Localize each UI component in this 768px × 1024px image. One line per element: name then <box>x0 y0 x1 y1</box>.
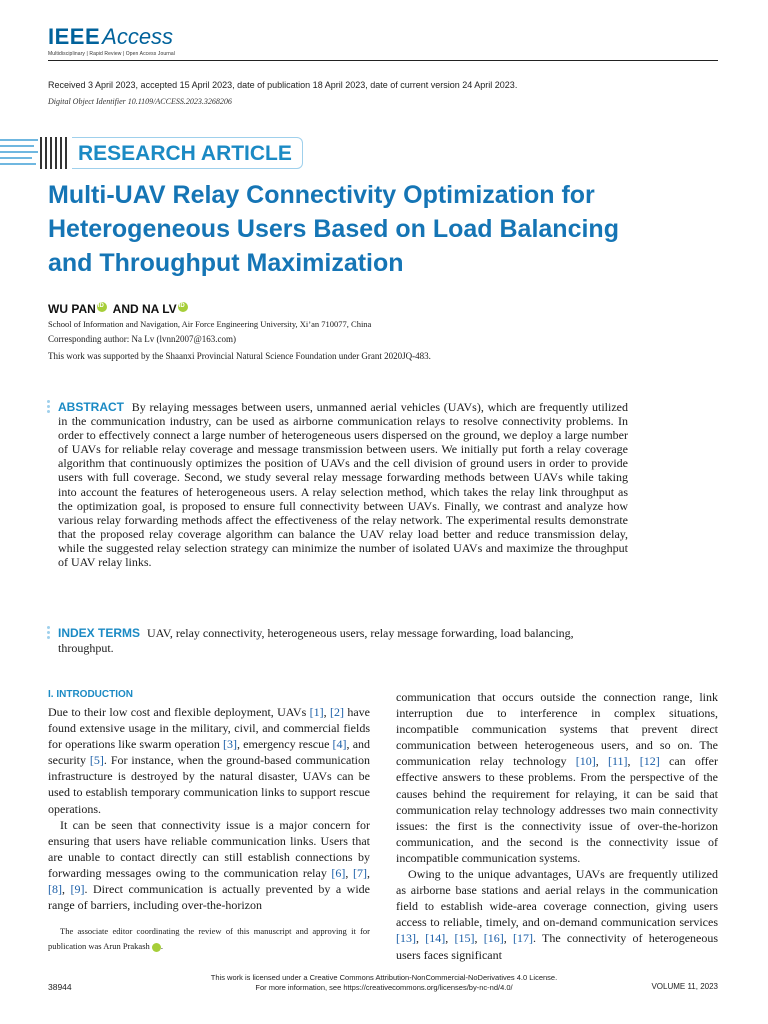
author-2[interactable]: NA LV <box>142 302 177 316</box>
citation-link[interactable]: [6] <box>331 865 346 880</box>
logo-ieee-text: IEEE <box>48 24 101 49</box>
left-column <box>48 704 370 913</box>
citation-link[interactable]: [14] <box>425 931 446 946</box>
citation-link[interactable]: [8] <box>48 882 62 897</box>
orcid-icon[interactable] <box>152 943 161 952</box>
citation-link[interactable]: [3] <box>223 737 238 752</box>
author-1[interactable]: WU PAN <box>48 302 96 316</box>
citation-link[interactable]: [17] <box>513 931 533 946</box>
license-link[interactable]: For more information, see https://creativecommons.org/licenses/by-nc-nd/4.0/ <box>255 983 513 992</box>
right-column <box>396 689 718 963</box>
citation-link[interactable]: [13] <box>396 931 416 946</box>
abstract <box>58 400 628 569</box>
header-divider <box>48 60 718 61</box>
citation-link[interactable]: [16] <box>483 931 504 946</box>
paragraph: It can be seen that connectivity issue is a major concern for ensuring that users have reliable communication links. Users that are unable to contact directly can still establish connections by forwarding messages owing to the communication relay [6], [7], [8], [9]. Direct communication is actually prevented by a wide range of barriers, including over-the-horizon <box>48 817 371 913</box>
paper-title: Multi-UAV Relay Connectivity Optimization for Heterogeneous Users Based on Load Balancing and Throughput Maximization <box>48 181 619 277</box>
citation-link[interactable]: [1] <box>309 705 324 719</box>
abstract-heading: ABSTRACT <box>58 400 124 414</box>
citation-link[interactable]: [5] <box>89 753 104 768</box>
paragraph: communication that occurs outside the connection range, link interruption due to interference in complex situations, incompatible communication systems that prevent direct communication between heterogeneous users, and so on. The communication relay technology [10], [11], [12] can offer effective answers to these problems. From the perspective of the causes behind the requirement for relaying, it can be said that communication relay technology addresses two main connectivity issues: the first is the connectivity issue of over-the-horizon communication, and the second is the connectivity issue of incompatible communication systems. <box>396 690 718 865</box>
logo-tagline: Multidisciplinary | Rapid Review | Open Access Journal <box>48 51 175 57</box>
index-dots-decoration <box>47 626 50 641</box>
banner-bars <box>40 137 70 169</box>
corresponding-author: Corresponding author: Na Lv (lvnn2007@163.com) <box>48 334 237 344</box>
abstract-text: By relaying messages between users, unmanned aerial vehicles (UAVs), which are frequently utilized in the communication industry, can be used as airborne communication relays to resolve connectivity problems. In order to effectively connect a large number of heterogeneous users dispersed on the ground, we deploy a large number of UAVs for reliable relay coverage and message transmission between users. We initially put forth a relay coverage algorithm that continuously optimizes the position of UAVs and the cell division of ground users in order to provide users with full coverage. Second, we study several relay message forwarding methods between UAVs while taking into account the features of heterogeneous users. A relay selection method, which takes the relay link throughput as the optimization goal, is proposed to ensure full connectivity between UAVs. Finally, we contrast and analyze how various relay forwarding methods affect the effectiveness of the relay network. The experimental results demonstrate that the proposed relay coverage algorithm can balance the UAV relay load better and reduce transmission delay, while the suggested relay selection strategy can minimize the number of isolated UAVs and maximize the throughput of UAV relay links. <box>58 400 629 570</box>
author-line <box>48 302 191 316</box>
section-heading-introduction: I. INTRODUCTION <box>48 689 133 700</box>
citation-link[interactable]: [12] <box>639 754 660 769</box>
paragraph: Owing to the unique advantages, UAVs are frequently utilized as airborne base stations and aerial relays in the communication field to establish wide-area coverage connection, giving users access to reliable, timely, and on-demand communication services [13], [14], [15], [16], [17]. The connectivity of heterogeneous users faces significant <box>396 867 719 962</box>
index-terms-text: UAV, relay connectivity, heterogeneous users, relay message forwarding, load balancing, throughput. <box>58 626 574 655</box>
citation-link[interactable]: [2] <box>329 705 344 719</box>
journal-logo <box>48 24 175 57</box>
citation-link[interactable]: [10] <box>575 754 596 769</box>
volume-label: VOLUME 11, 2023 <box>651 982 718 991</box>
index-terms-heading: INDEX TERMS <box>58 626 141 640</box>
funding-note: This work was supported by the Shaanxi Provincial Natural Science Foundation under Grant 2020JQ-483. <box>48 351 431 361</box>
page-number: 38944 <box>48 982 72 992</box>
affiliation: School of Information and Navigation, Air Force Engineering University, Xi’an 710077, China <box>48 319 372 329</box>
author-connector: AND <box>112 302 139 316</box>
citation-link[interactable]: [4] <box>332 737 347 752</box>
citation-link[interactable]: [7] <box>353 865 367 880</box>
citation-link[interactable]: [11] <box>607 754 628 769</box>
footnote-end: . <box>160 941 163 951</box>
article-type-label: RESEARCH ARTICLE <box>72 137 303 169</box>
license-line: This work is licensed under a Creative Commons Attribution-NonCommercial-NoDerivatives 4.0 License. <box>210 973 558 982</box>
logo-access-text: Access <box>102 24 174 49</box>
footnote-text: The associate editor coordinating the review of this manuscript and approving it for publication was Arun Prakash <box>48 926 370 951</box>
abstract-dots-decoration <box>47 400 50 415</box>
orcid-icon[interactable] <box>178 302 188 312</box>
orcid-icon[interactable] <box>97 302 107 312</box>
paragraph: Due to their low cost and flexible deployment, UAVs [1], [2] have found extensive usage in the military, civil, and commercial fields for operations like swarm operation [3], emergency rescue [4], and security [5]. For instance, when the ground-based communication infrastructure is destroyed by the natural disaster, UAVs can be used to establish temporary communication links to support rescue operations. <box>48 705 371 816</box>
citation-link[interactable]: [9] <box>70 882 85 897</box>
doi-line: Digital Object Identifier 10.1109/ACCESS.2023.3268206 <box>48 97 232 106</box>
received-dates: Received 3 April 2023, accepted 15 April 2023, date of publication 18 April 2023, date of current version 24 April 2023. <box>48 80 518 90</box>
editor-footnote <box>48 924 370 954</box>
index-terms <box>58 626 628 656</box>
citation-link[interactable]: [15] <box>454 931 475 946</box>
